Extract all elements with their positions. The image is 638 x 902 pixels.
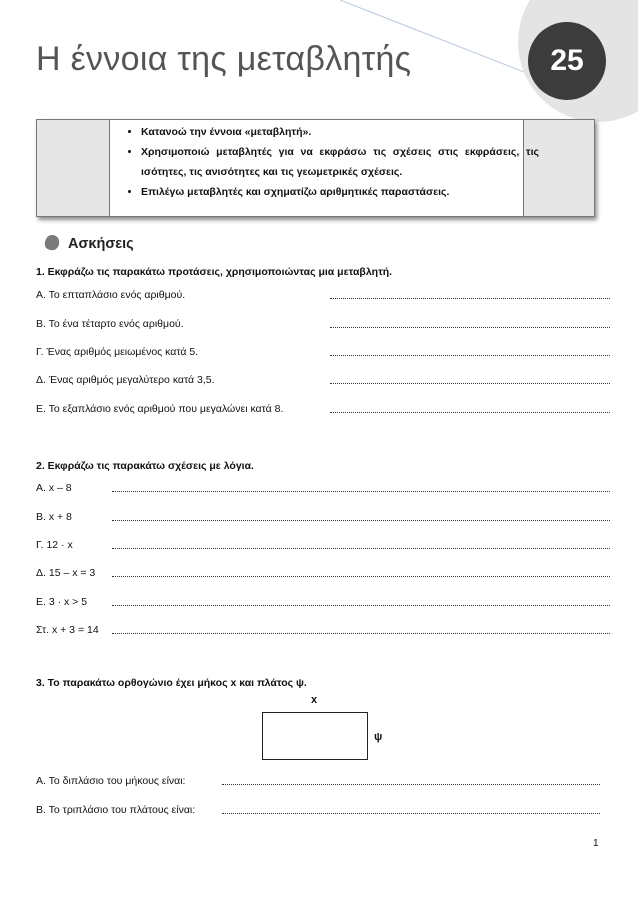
exercise-3-question: 3. Το παρακάτω ορθογώνιο έχει μήκος x και πλάτος ψ. (36, 677, 307, 689)
page-title: Η έννοια της μεταβλητής (36, 40, 412, 78)
exercise-2-item: Ε. 3 · x > 5 (36, 596, 88, 608)
answer-line[interactable] (330, 319, 610, 328)
rectangle-width-label: ψ (374, 731, 383, 743)
answer-line[interactable] (330, 347, 610, 356)
goals-list (119, 122, 539, 202)
rectangle-figure (262, 712, 368, 760)
exercise-2-item: Β. x + 8 (36, 511, 72, 523)
exercise-2-item: Α. x – 8 (36, 482, 72, 494)
exercise-2-item: Γ. 12 · x (36, 539, 73, 551)
answer-line[interactable] (330, 404, 610, 413)
rectangle-length-label: x (311, 694, 318, 706)
answer-line[interactable] (330, 375, 610, 384)
answer-line[interactable] (112, 568, 610, 577)
answer-line[interactable] (222, 805, 600, 814)
exercise-1-item: Β. Το ένα τέταρτο ενός αριθμού. (36, 318, 184, 330)
page-number: 1 (593, 838, 599, 849)
exercise-1-item: Α. Το επταπλάσιο ενός αριθμού. (36, 289, 186, 301)
goal-item: • Χρησιμοποιώ μεταβλητές για να εκφράσω τις σχέσεις στις εκφράσεις, τις ισότητες, τις ανισότητες και τις γεωμετρικές σχέσεις. (141, 142, 539, 182)
exercises-bullet-icon (43, 234, 61, 252)
chapter-number: 25 (550, 44, 584, 77)
goal-item: • Κατανοώ την έννοια «μεταβλητή». (141, 122, 539, 142)
answer-line[interactable] (112, 625, 610, 634)
exercise-3-item: Β. Το τριπλάσιο του πλάτους είναι: (36, 804, 196, 816)
answer-line[interactable] (112, 540, 610, 549)
goal-item: • Επιλέγω μεταβλητές και σχηματίζω αριθμητικές παραστάσεις. (141, 182, 539, 202)
exercise-2-item: Δ. 15 – x = 3 (36, 567, 96, 579)
answer-line[interactable] (330, 290, 610, 299)
exercise-1-item: Γ. Ένας αριθμός μειωμένος κατά 5. (36, 346, 199, 358)
exercise-3-item: Α. Το διπλάσιο του μήκους είναι: (36, 775, 186, 787)
exercise-1-item: Ε. Το εξαπλάσιο ενός αριθμού που μεγαλώνει κατά 8. (36, 403, 284, 415)
answer-line[interactable] (112, 597, 610, 606)
chapter-number-badge (528, 22, 606, 100)
exercise-2-question: 2. Εκφράζω τις παρακάτω σχέσεις με λόγια. (36, 460, 254, 472)
answer-line[interactable] (112, 483, 610, 492)
answer-line[interactable] (222, 776, 600, 785)
exercise-1-question: 1. Εκφράζω τις παρακάτω προτάσεις, χρησιμοποιώντας μια μεταβλητή. (36, 266, 393, 278)
learning-goals-box (36, 119, 595, 217)
exercise-1-item: Δ. Ένας αριθμός μεγαλύτερο κατά 3,5. (36, 374, 215, 386)
section-title: Ασκήσεις (68, 236, 134, 252)
exercise-2-item: Στ. x + 3 = 14 (36, 624, 99, 636)
goals-left-panel (37, 120, 110, 216)
answer-line[interactable] (112, 512, 610, 521)
